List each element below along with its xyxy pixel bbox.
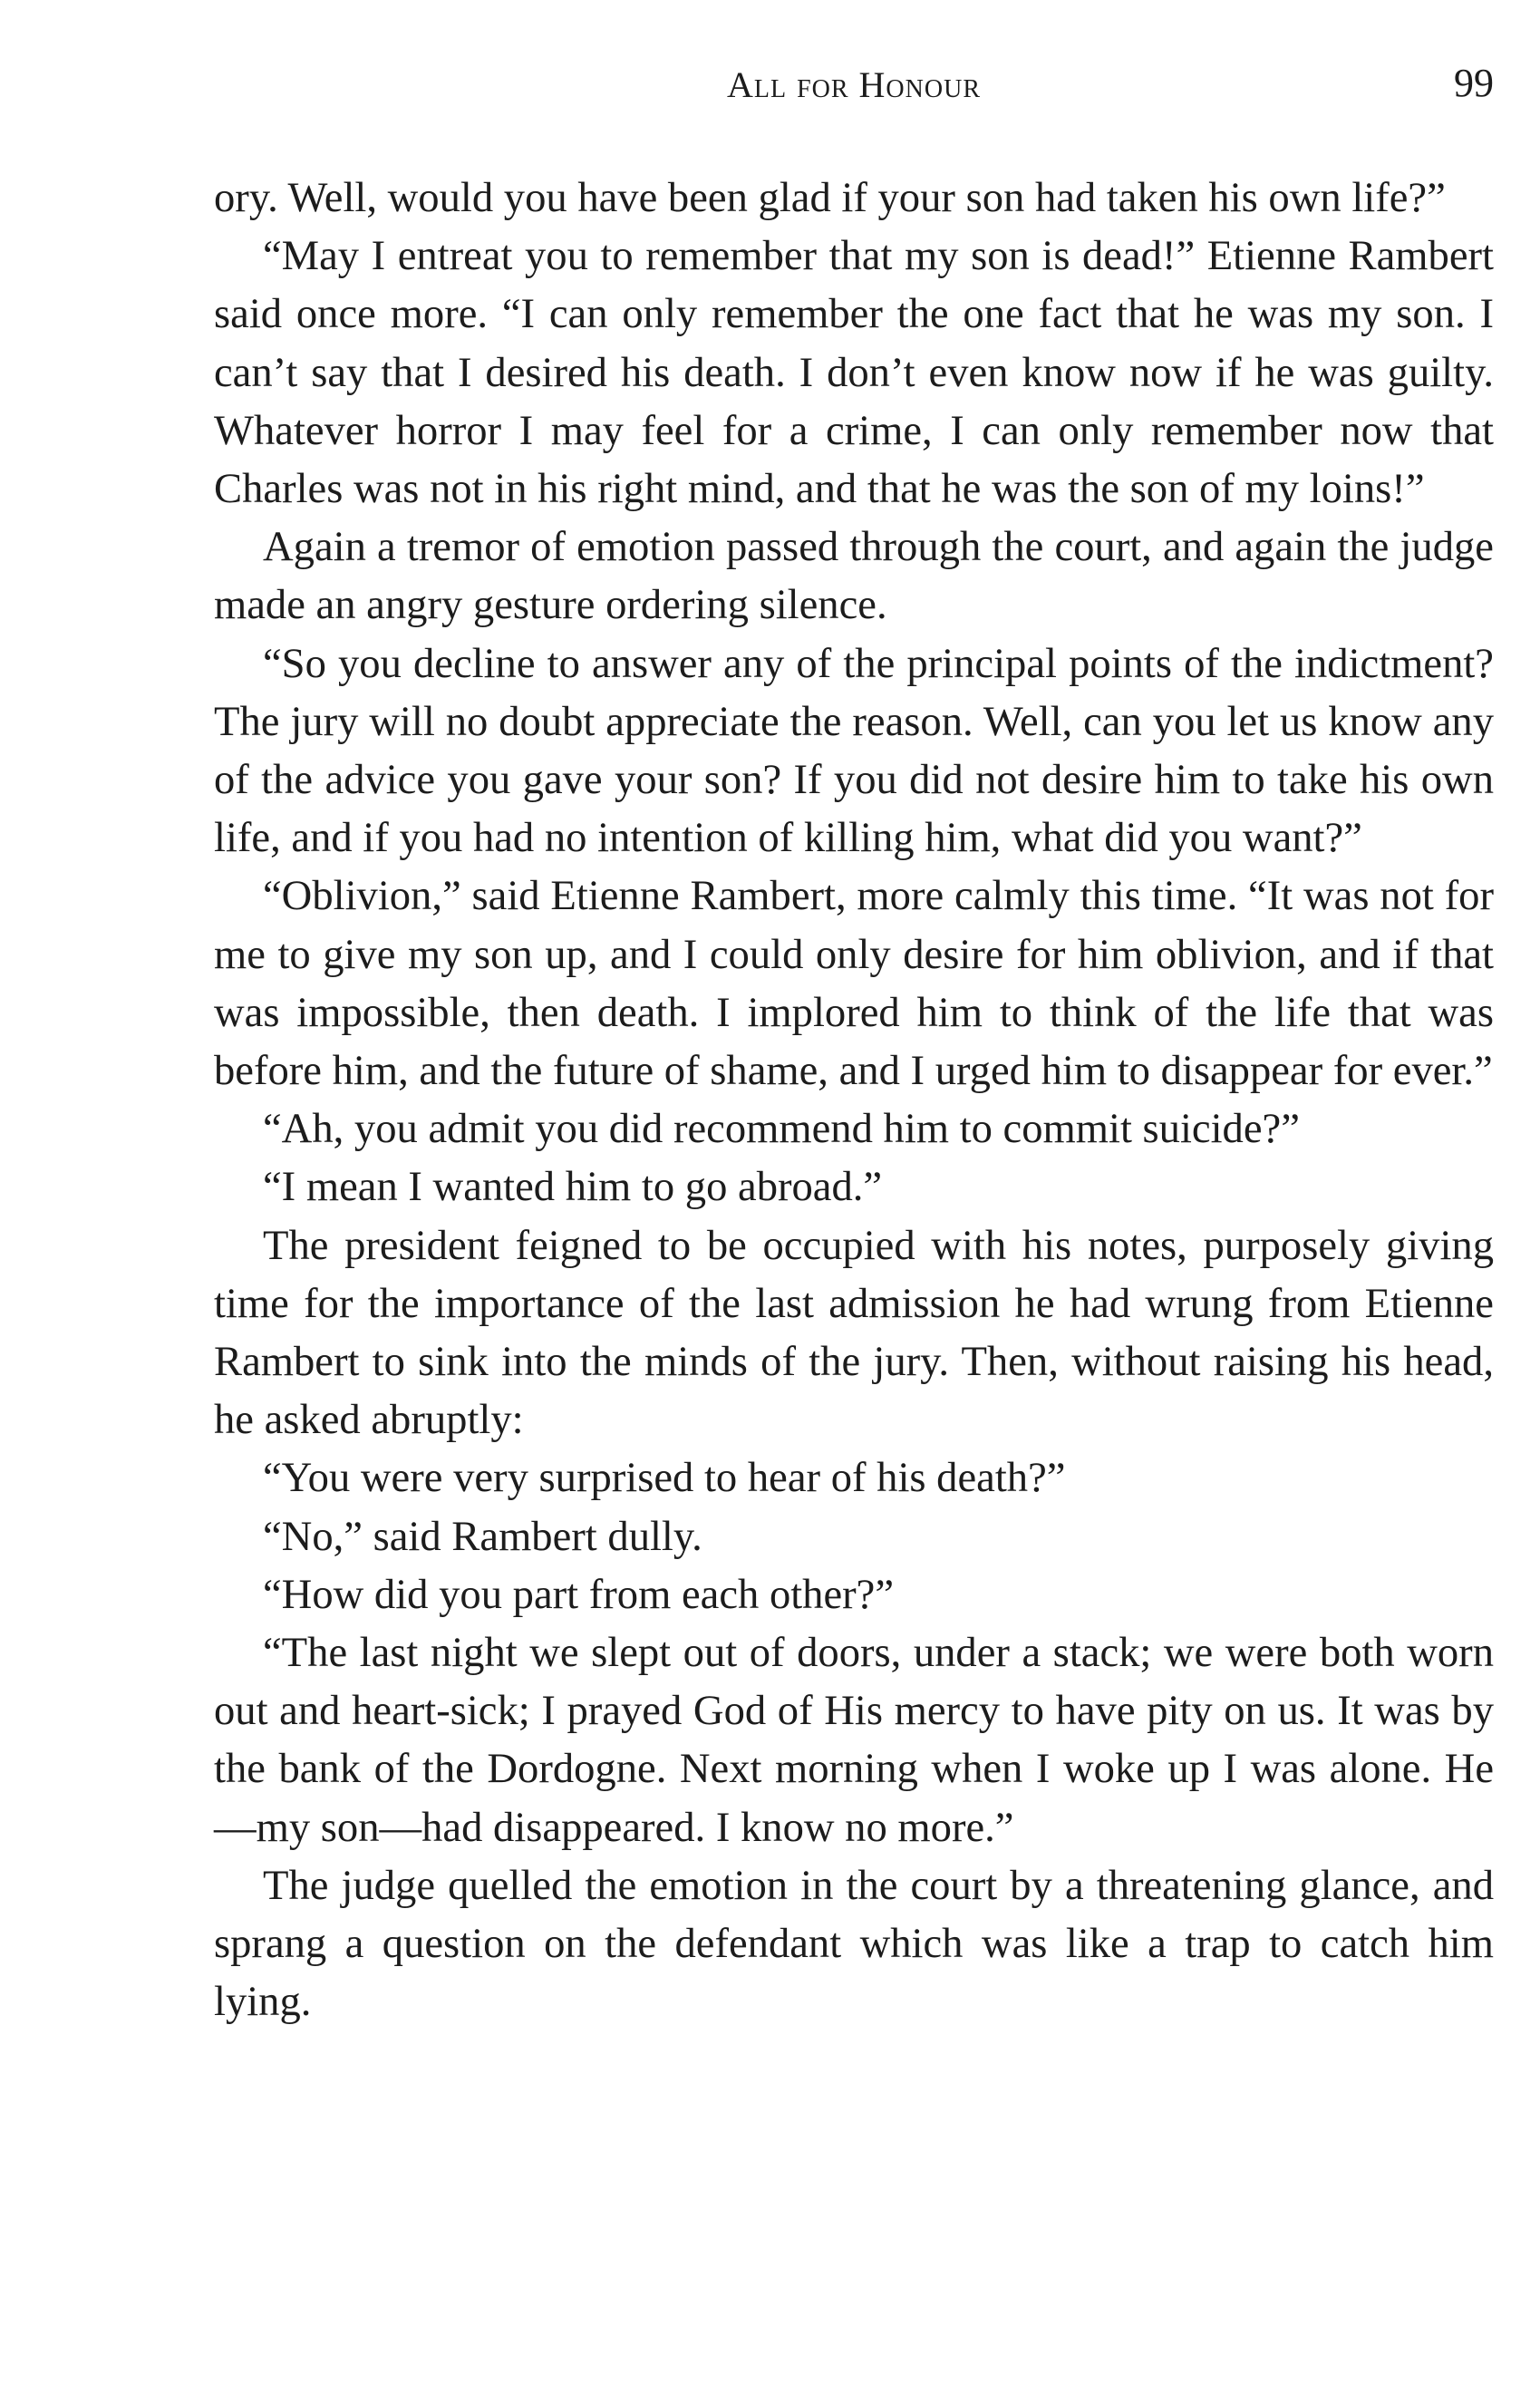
paragraph: The president feigned to be occupied with his notes, purposely giving time for the importance of the last admission he had wrung from Etienne Rambert to sink into the minds of the jury. Then, without raising his head, he asked abruptly: [214, 1221, 1494, 1444]
paragraph: “How did you part from each other?” [263, 1570, 895, 1618]
paragraph: “So you decline to answer any of the principal points of the indictment? The jury will no doubt appreciate the reason. Well, can you let us know any of the advice you gave your son? If you did not desire him to take his own life, and if you had no intention of killing him, what did you want?” [214, 639, 1494, 862]
body-text [214, 169, 1494, 2031]
paragraph: “You were very surprised to hear of his death?” [263, 1454, 1066, 1502]
page-header [214, 63, 1494, 127]
paragraph: ory. Well, would you have been glad if your son had taken his own life?” [214, 174, 1446, 221]
paragraph: “Ah, you admit you did recommend him to commit suicide?” [263, 1105, 1300, 1153]
paragraph: Again a tremor of emotion passed through the court, and again the judge made an angry gesture ordering silence. [214, 523, 1494, 629]
paragraph: The judge quelled the emotion in the court by a threatening glance, and sprang a question on the defendant which was like a trap to catch him lying. [214, 1861, 1494, 2026]
paragraph: “May I entreat you to remember that my son is dead!” Etienne Rambert said once more. “I can only remember the one fact that he was my son. I can’t say that I desired his death. I don’t even know now if he was guilty. Whatever horror I may feel for a crime, I can only remember now that Charles was not in his right mind, and that he was the son of my loins!” [214, 232, 1494, 513]
running-title: All for Honour [726, 64, 981, 105]
paragraph: “Oblivion,” said Etienne Rambert, more calmly this time. “It was not for me to give my son up, and I could only desire for him oblivion, and if that was impossible, then death. I implored him to think of the life that was before him, and the future of shame, and I urged him to disappear for ever.” [214, 872, 1494, 1095]
paragraph: “I mean I wanted him to go abroad.” [263, 1163, 883, 1211]
page-number: 99 [1454, 61, 1494, 105]
paragraph: “The last night we slept out of doors, under a stack; we were both worn out and heart-sick; I prayed God of His mercy to have pity on us. It was by the bank of the Dordogne. Next morning when I woke up I was alone. He—my son—had disappeared. I know no more.” [214, 1629, 1494, 1851]
paragraph: “No,” said Rambert dully. [263, 1512, 702, 1560]
